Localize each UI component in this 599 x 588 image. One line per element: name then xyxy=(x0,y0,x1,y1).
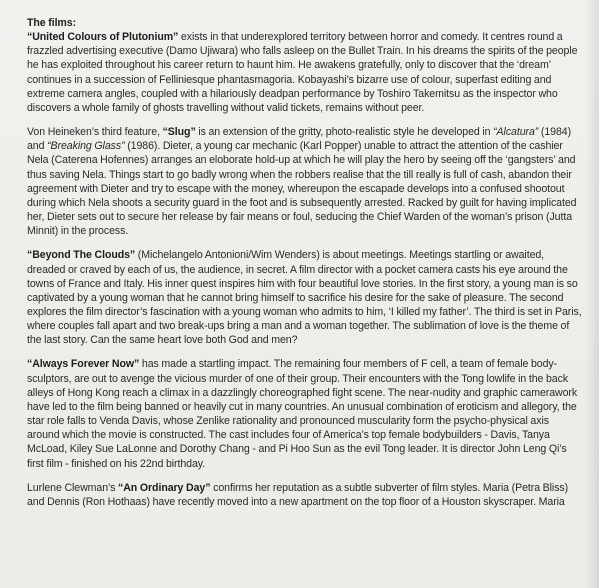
body-text: has made a startling impact. The remaining four members of F cell, a team of female body-sculptors, are out to avenge the vicious murder of one of their group. Their encounters with the Tong lowlife in the back alleys of Hong Kong reach a climax in a dazzlingly choreographed fight scene. The near-nudity and graphic camerawork have led to the film being banned or heavily cut in many countries. An unusual combination of eroticism and allegory, the star role falls to Venda Davis, whose Zenlike rationality and pronounced muscularity form the psycho-physical axis around which the movie is constructed. The cast includes four of America’s top female bodybuilders - Davis, Tanya McLoad, Kiley Sue LaLonne and Dorothy Chang - and Pi Hoo Sun as the evil Tong leader. It is director John Leng Qi’s first film - finished on his 22nd birthday. xyxy=(27,358,578,470)
film-paragraph xyxy=(27,248,583,347)
section-heading: The films: xyxy=(27,17,77,29)
referenced-title: “Breaking Glass” xyxy=(47,140,125,153)
body-text: Lurlene Clewman’s xyxy=(27,481,119,494)
body-text: exists in that underexplored territory between horror and comedy. It centres round a frazzled advertising executive (Damo Ujiwara) who falls asleep on the Bullet Train. In his dreams the spirits of the people he has exploited throughout his career return to haunt him. He awakens gratefully, only to discover that the ‘dream’ continues in a succession of Felliniesque phantasmagoria. Kobayashi’s bizarre use of colour, superfast editing and extreme camera angles, coupled with a hilariously deadpan performance by Toshiro Takemitsu as the inspector who discovers a whole family of ghosts travelling without valid tickets, remains without peer. xyxy=(27,31,578,114)
film-paragraph xyxy=(27,30,583,115)
film-title: “Always Forever Now” xyxy=(27,358,140,371)
referenced-title: “Alcatura” xyxy=(493,126,539,139)
film-title: “Beyond The Clouds” xyxy=(27,249,136,262)
film-paragraph xyxy=(27,125,583,238)
body-text: is an extension of the gritty, photo-realistic style he developed in xyxy=(195,126,494,139)
body-text: confirms her reputation as a subtle subverter of film styles. Maria (Petra Bliss) and Dennis (Ron Hothaas) have recently moved into a new apartment on the top floor of a Houston skyscraper. Maria xyxy=(27,481,569,508)
film-paragraph xyxy=(27,357,583,470)
body-text: (1984) and xyxy=(27,126,572,153)
film-paragraph xyxy=(27,481,583,509)
film-title: “United Colours of Plutonium” xyxy=(27,31,179,44)
page-edge-shadow xyxy=(585,0,599,588)
film-title: “Slug” xyxy=(162,126,196,139)
body-text: (Michelangelo Antonioni/Wim Wenders) is about meetings. Meetings startling or awaited, dreaded or craved by each of us, the audience, in secret. A film director with a pocket camera casts his eye around the towns of France and Italy. His inner quest inspires him with four beautiful love stories. In the first story, a young man is so captivated by a young woman that he cannot bring himself to sacrifice his desire for the sake of pleasure. The second explores the film director’s fascination with a young woman who admits to him, ‘I killed my father’. The third is set in Paris, where couples fall apart and two break-ups bring a man and a woman together. The sublimation of love is the theme of the last story. Can the same heart love both God and men? xyxy=(27,249,582,347)
article-text xyxy=(27,16,583,519)
body-text: (1986). Dieter, a young car mechanic (Karl Popper) unable to attract the attention of the cashier Nela (Caterena Hofennes) arranges an eloborate hold-up at which he will play the hero by seeing off the ‘gangsters’ and thus saving Nela. Things start to go badly wrong when the robbers realise that the till really is full of cash, abandon their agreement with Dieter and try to escape with the money, whereupon the escapade develops into a confused shootout during which Nela shoots a security guard in the foot and is subsequently arrested. Racked by guilt for having implicated her, Dieter sets out to secure her release by fair means or foul, seducing the Chief Warden of the woman’s prison (Jutta Minnit) in the process. xyxy=(27,140,577,238)
film-title: “An Ordinary Day” xyxy=(118,481,211,494)
body-text: Von Heineken’s third feature, xyxy=(27,126,163,139)
